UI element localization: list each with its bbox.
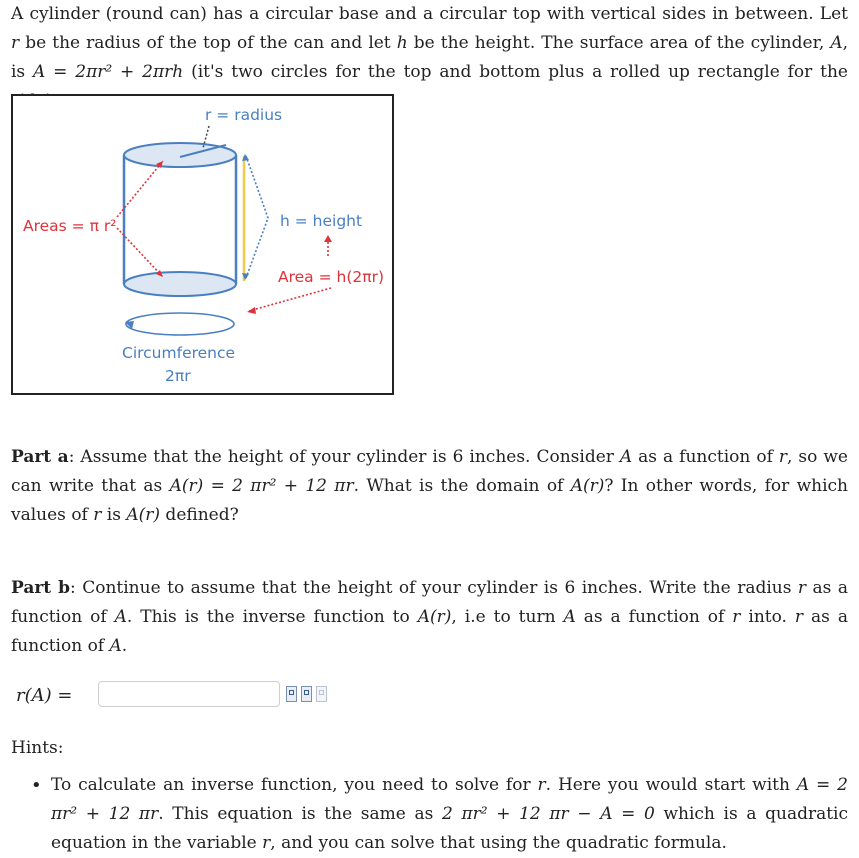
hints-title: Hints: [11, 738, 64, 758]
cylinder-figure [11, 94, 394, 395]
help-icon[interactable] [316, 686, 327, 702]
label-circumference-formula: 2πr [165, 367, 191, 385]
answer-row [16, 678, 96, 712]
intro-paragraph: A cylinder (round can) has a circular base and a circular top with vertical sides in between. Let r be the radius of the top of the can and let h be the height. The surface area of the cylinder, A, is A = 2πr² + 2πrh (it's two circles for the top and bottom plus a rolled up rectangle for the [11, 4, 849, 82]
circumference-ellipse [126, 313, 234, 335]
answer-input[interactable] [98, 681, 280, 707]
part-b-paragraph: Part b: Continue to assume that the height of your cylinder is 6 inches. Write the radius r as a function of A. This is the inverse function to A(r), i.e to turn A as a function of r into. r as a function of A. [11, 578, 848, 656]
preview-icon[interactable] [301, 686, 312, 702]
hint-equation-2: 2 πr² + 12 πr − A = 0 [441, 804, 655, 824]
var-r: r [11, 33, 20, 53]
label-side-area: Area = h(2πr) [278, 268, 384, 286]
var-h: h [396, 33, 408, 53]
bottom-disk [124, 272, 236, 296]
surface-area-formula: A = 2πr² + 2πrh [33, 62, 184, 82]
var-A: A [830, 33, 843, 53]
label-height: h = height [280, 212, 363, 230]
list-item: • To calculate an inverse function, you need to solve for r. Here you would start with A = 2 πr² + 12 πr. This equation is the same as 2 πr² + 12 πr − A = 0 which is a quadratic equation in the variable r, and you can solve that using the quadratic formula. [11, 771, 848, 858]
label-radius: r = radius [205, 106, 283, 124]
answer-label: r(A) = [16, 684, 73, 706]
label-circumference: Circumference [122, 344, 236, 362]
part-b-label: Part b [11, 578, 71, 598]
label-areas: Areas = π r² [23, 217, 117, 235]
hint-list [11, 771, 848, 858]
part-a-paragraph: Part a: Assume that the height of your cylinder is 6 inches. Consider A as a function of r, so we can write that as A(r) = 2 πr² + 12 πr. What is the domain of A(r)? In other words, for which values of r is A(r) defined? [11, 447, 848, 525]
side-area-arrow [249, 288, 331, 311]
part-a-label: Part a [11, 447, 69, 467]
equation-editor-icon[interactable] [286, 686, 297, 702]
height-bracket [246, 156, 268, 278]
part-a-formula: A(r) = 2 πr² + 12 πr [169, 476, 354, 496]
hint-equation-1: A = 2 πr² + 12 πr [51, 775, 848, 824]
